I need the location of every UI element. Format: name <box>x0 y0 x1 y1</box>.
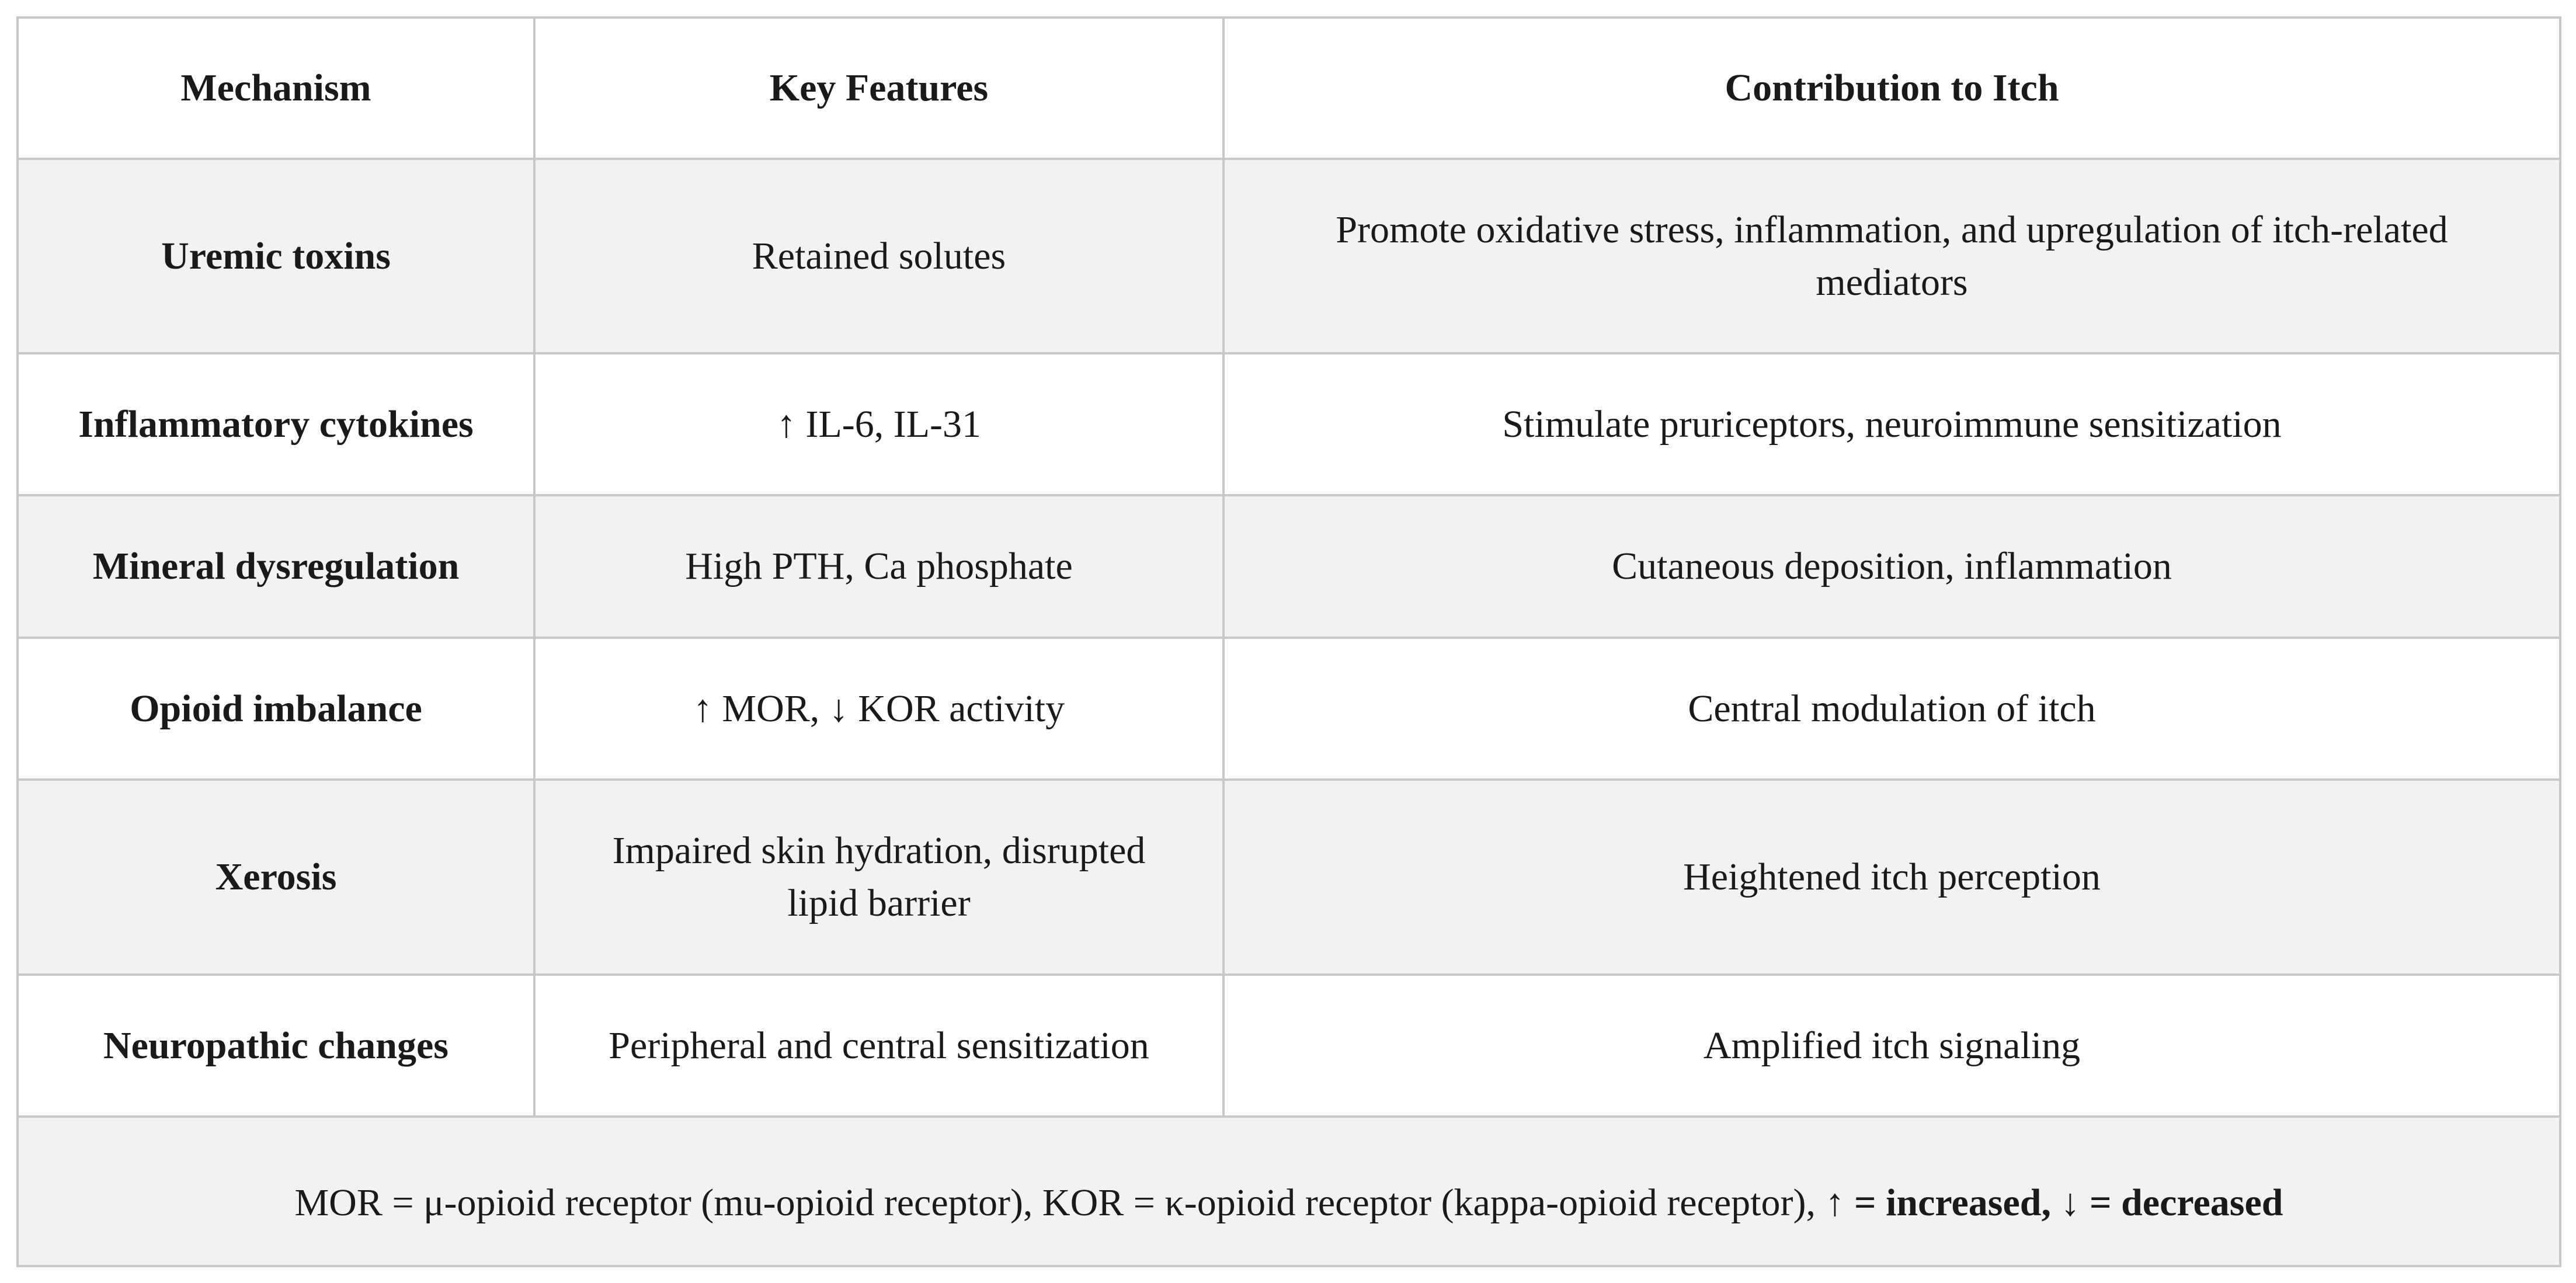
table-row <box>18 638 2560 780</box>
header-key-features: Key Features <box>534 18 1223 159</box>
table-row <box>18 159 2560 353</box>
table-header-row <box>18 18 2560 159</box>
table-row <box>18 975 2560 1117</box>
mechanisms-table-container <box>16 16 2559 1265</box>
footnote-cell <box>18 1117 2560 1266</box>
key-features-cell: High PTH, Ca phosphate <box>534 495 1223 638</box>
contribution-cell: Heightened itch perception <box>1223 780 2560 975</box>
mechanism-cell: Uremic toxins <box>18 159 534 353</box>
footnote-arrow-legend: ↑ = increased, ↓ = decreased <box>1825 1181 2283 1224</box>
key-features-cell: Retained solutes <box>534 159 1223 353</box>
key-features-cell: ↑ IL-6, IL-31 <box>534 353 1223 495</box>
key-features-cell: Impaired skin hydration, disrupted lipid barrier <box>534 780 1223 975</box>
table-row <box>18 495 2560 638</box>
contribution-cell: Amplified itch signaling <box>1223 975 2560 1117</box>
table-row <box>18 780 2560 975</box>
contribution-cell: Stimulate pruriceptors, neuroimmune sensitization <box>1223 353 2560 495</box>
mechanism-cell: Mineral dysregulation <box>18 495 534 638</box>
table-footnote-row <box>18 1117 2560 1266</box>
mechanism-cell: Inflammatory cytokines <box>18 353 534 495</box>
contribution-cell: Promote oxidative stress, inflammation, and upregulation of itch-related mediators <box>1223 159 2560 353</box>
mechanism-cell: Neuropathic changes <box>18 975 534 1117</box>
contribution-cell: Central modulation of itch <box>1223 638 2560 780</box>
key-features-cell: Peripheral and central sensitization <box>534 975 1223 1117</box>
mechanism-cell: Xerosis <box>18 780 534 975</box>
header-mechanism: Mechanism <box>18 18 534 159</box>
mechanisms-table <box>16 16 2561 1267</box>
footnote-abbreviations: MOR = μ-opioid receptor (mu-opioid receptor), KOR = κ-opioid receptor (kappa-opioid receptor), <box>294 1181 1826 1224</box>
mechanism-cell: Opioid imbalance <box>18 638 534 780</box>
key-features-cell: ↑ MOR, ↓ KOR activity <box>534 638 1223 780</box>
header-contribution-to-itch: Contribution to Itch <box>1223 18 2560 159</box>
table-row <box>18 353 2560 495</box>
contribution-cell: Cutaneous deposition, inflammation <box>1223 495 2560 638</box>
